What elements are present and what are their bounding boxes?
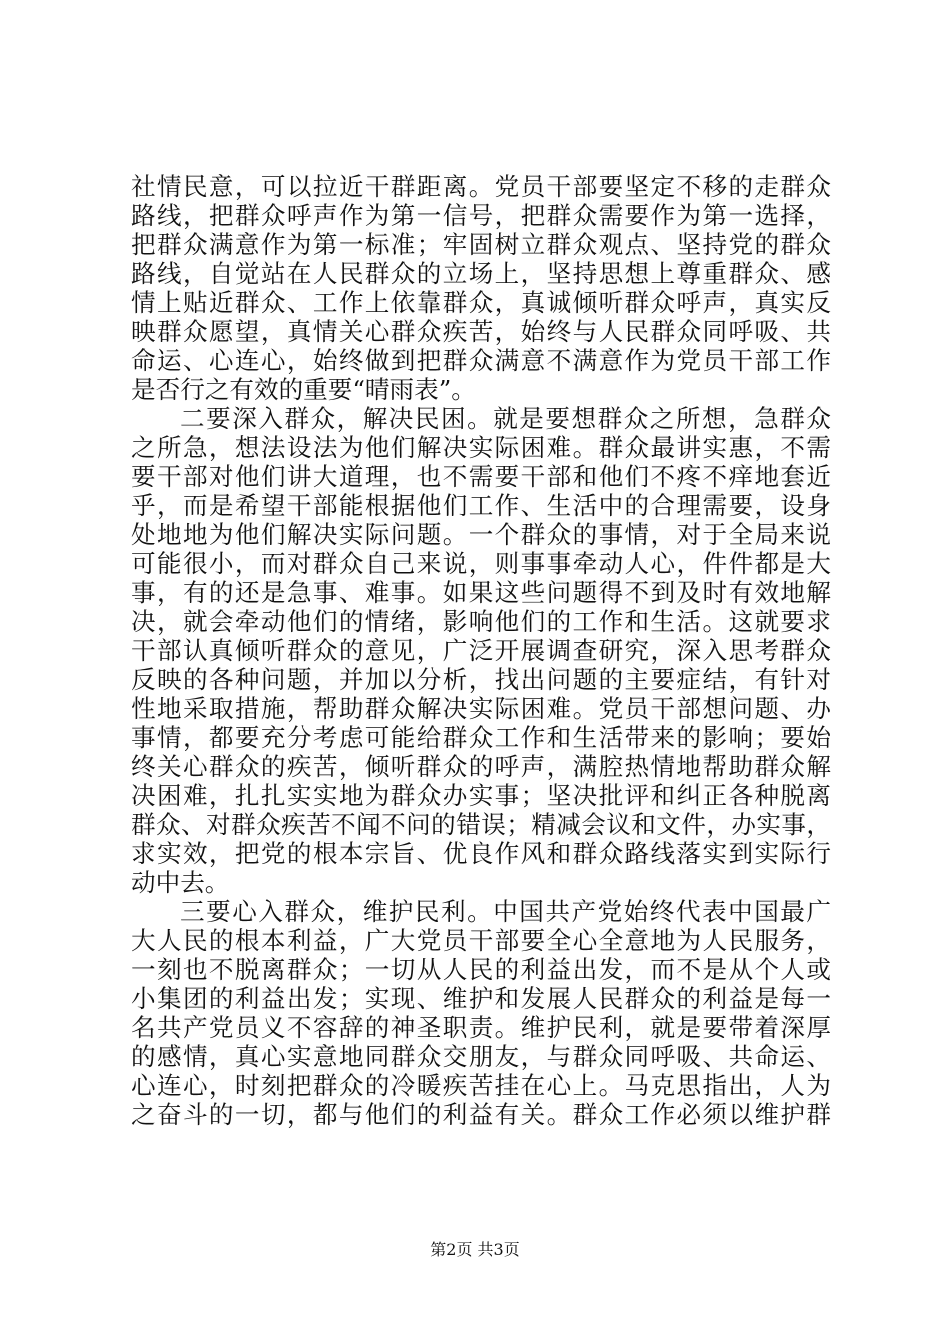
paragraph-first-line: 三要心入群众，维护民利。中国共产党始终代表中国最广 [180, 897, 831, 926]
text-line: 情上贴近群众、工作上依靠群众，真诚倾听群众呼声，真实反 [131, 288, 831, 317]
text-line: 把群众满意作为第一标准；牢固树立群众观点、坚持党的群众 [131, 230, 831, 259]
text-line: 动中去。 [131, 868, 230, 897]
page-number-label: 第2页 共3页 [430, 1240, 520, 1259]
text-line: 之奋斗的一切，都与他们的利益有关。群众工作必须以维护群 [131, 1100, 831, 1129]
text-line: 处地地为他们解决实际问题。一个群众的事情，对于全局来说 [131, 520, 831, 549]
text-line: 社情民意，可以拉近干群距离。党员干部要坚定不移的走群众 [131, 172, 831, 201]
text-line: 命运、心连心，始终做到把群众满意不满意作为党员干部工作 [131, 346, 831, 375]
text-line: 干部认真倾听群众的意见，广泛开展调查研究，深入思考群众 [131, 636, 831, 665]
paragraph-first-line: 二要深入群众，解决民困。就是要想群众之所想，急群众 [180, 404, 831, 433]
text-line: 可能很小，而对群众自己来说，则事事牵动人心，件件都是大 [131, 549, 831, 578]
page-footer [0, 1240, 950, 1260]
text-line: 一刻也不脱离群众；一切从人民的利益出发，而不是从个人或 [131, 955, 831, 984]
text-line: 乎，而是希望干部能根据他们工作、生活中的合理需要，设身 [131, 491, 831, 520]
text-line: 群众、对群众疾苦不闻不问的错误；精减会议和文件，办实事， [131, 810, 831, 839]
text-line: 反映的各种问题，并加以分析，找出问题的主要症结，有针对 [131, 665, 831, 694]
text-line: 小集团的利益出发；实现、维护和发展人民群众的利益是每一 [131, 984, 831, 1013]
text-line: 决困难，扎扎实实地为群众办实事；坚决批评和纠正各种脱离 [131, 781, 831, 810]
text-line: 大人民的根本利益，广大党员干部要全心全意地为人民服务， [131, 926, 831, 955]
text-line: 路线，自觉站在人民群众的立场上，坚持思想上尊重群众、感 [131, 259, 831, 288]
text-line: 之所急，想法设法为他们解决实际困难。群众最讲实惠，不需 [131, 433, 831, 462]
text-line: 事情，都要充分考虑可能给群众工作和生活带来的影响；要始 [131, 723, 831, 752]
text-line: 求实效，把党的根本宗旨、优良作风和群众路线落实到实际行 [131, 839, 831, 868]
text-line: 名共产党员义不容辞的神圣职责。维护民利，就是要带着深厚 [131, 1013, 831, 1042]
text-line: 终关心群众的疾苦，倾听群众的呼声，满腔热情地帮助群众解 [131, 752, 831, 781]
text-line: 事，有的还是急事、难事。如果这些问题得不到及时有效地解 [131, 578, 831, 607]
text-line: 决，就会牵动他们的情绪，影响他们的工作和生活。这就要求 [131, 607, 831, 636]
document-body [131, 172, 831, 1129]
text-line: 性地采取措施，帮助群众解决实际困难。党员干部想问题、办 [131, 694, 831, 723]
text-line: 心连心，时刻把群众的冷暖疾苦挂在心上。马克思指出，人为 [131, 1071, 831, 1100]
text-line: 的感情，真心实意地同群众交朋友，与群众同呼吸、共命运、 [131, 1042, 831, 1071]
text-line: 路线，把群众呼声作为第一信号，把群众需要作为第一选择， [131, 201, 831, 230]
text-line: 映群众愿望，真情关心群众疾苦，始终与人民群众同呼吸、共 [131, 317, 831, 346]
text-line: 是否行之有效的重要“晴雨表”。 [131, 375, 476, 404]
text-line: 要干部对他们讲大道理，也不需要干部和他们不疼不痒地套近 [131, 462, 831, 491]
